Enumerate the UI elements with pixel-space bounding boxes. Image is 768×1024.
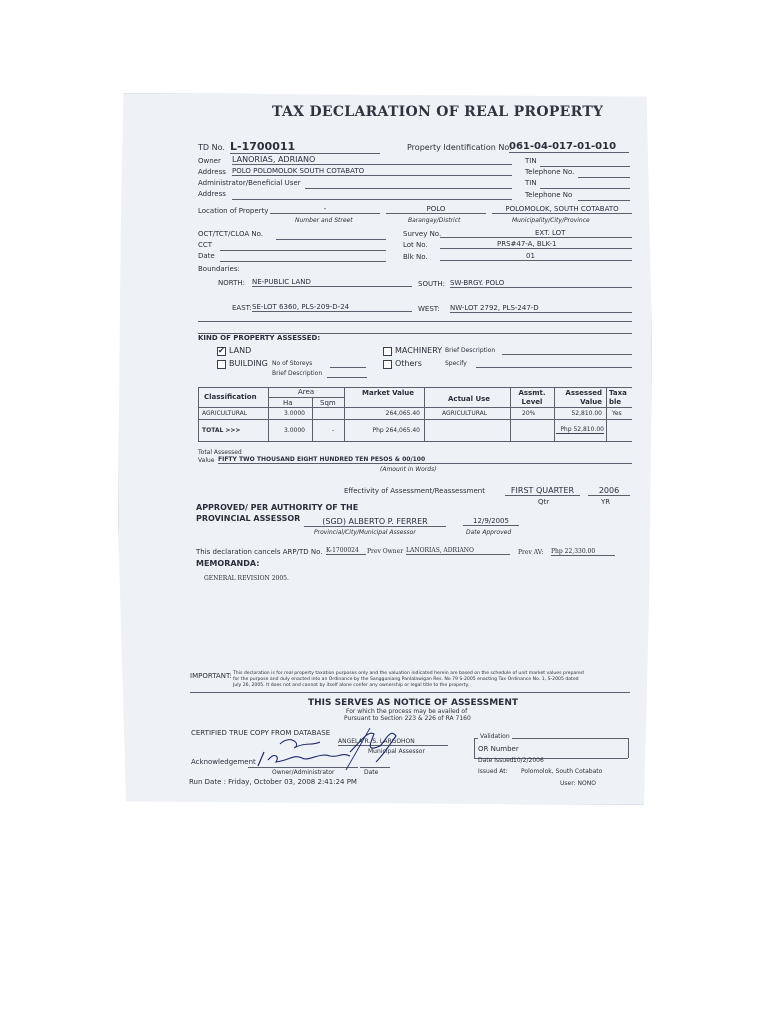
brief-label: Brief Description (272, 370, 323, 377)
machinery-checkbox[interactable] (383, 347, 392, 356)
amount-in-words-caption: (Amount in Words) (380, 466, 437, 473)
location-street: - (270, 205, 380, 214)
row-actual-use: AGRICULTURAL (442, 410, 488, 417)
address2-label: Address (198, 190, 226, 198)
tin2-label: TIN (525, 179, 537, 187)
north-value: NE-PUBLIC LAND (252, 278, 412, 287)
effectivity-label: Effectivity of Assessment/Reassessment (344, 487, 485, 495)
total-ha: 3.0000 (284, 427, 305, 434)
prev-av-value: Php 22,330.00 (551, 548, 615, 556)
value-label: Value (198, 457, 215, 464)
building-checkbox[interactable] (217, 360, 226, 369)
qtr-caption: Qtr (538, 498, 550, 506)
amount-in-words: FIFTY TWO THOUSAND EIGHT HUNDRED TEN PESOS & 00/100 (218, 456, 632, 464)
notice-subtitle-1: For which the process may be availed of (346, 708, 468, 715)
acknowledgement-label: Acknowledgement (191, 758, 256, 766)
important-line-1: This declaration is for real property taxation purposes only and the valuation indicated herein are based on the schedule of unit market values prepared (233, 671, 584, 676)
date-issued-value: 10/2/2006 (513, 757, 544, 764)
storeys-label: No of Storeys (272, 360, 313, 367)
total-sqm: - (332, 427, 335, 434)
certifier-caption: Municipal Assessor (368, 748, 425, 755)
date-issued-label: Date Issued: (478, 757, 516, 764)
col-taxable: Taxa ble (609, 389, 627, 406)
caption-municipality: Municipality/City/Province (512, 217, 590, 224)
certifier-name: ANGELA R. S. LARGOHON (338, 738, 448, 746)
kind-label: KIND OF PROPERTY ASSESSED: (198, 334, 321, 342)
date-approved-caption: Date Approved (466, 529, 512, 536)
col-assmt-level: Assmt. Level (518, 389, 546, 406)
specify-label: Specify (445, 360, 467, 367)
telephone2-label: Telephone No (525, 191, 573, 199)
notice-title: THIS SERVES AS NOTICE OF ASSESSMENT (308, 698, 519, 708)
machinery-label: MACHINERY (395, 346, 443, 355)
effectivity-year: 2006 (588, 486, 630, 496)
memoranda-text: GENERAL REVISION 2005. (204, 575, 289, 582)
assessor-name: (SGD) ALBERTO P. FERRER (304, 517, 446, 527)
provincial-assessor-label: PROVINCIAL ASSESSOR (196, 514, 301, 523)
td-no-label: TD No. (198, 143, 225, 152)
total-assessed-value: Php 52,810.00 (556, 426, 604, 434)
col-area: Area (298, 388, 315, 396)
total-label: TOTAL >>> (202, 427, 241, 434)
row-taxable: Yes (612, 410, 622, 417)
user-label: User: NONO (560, 780, 596, 787)
approved-label: APPROVED/ PER AUTHORITY OF THE (196, 503, 359, 512)
col-ha: Ha (283, 399, 293, 407)
row-market-value: 264,065.40 (385, 410, 420, 417)
west-value: NW-LOT 2792, PLS-247-D (450, 304, 632, 313)
oct-label: OCT/TCT/CLOA No. (198, 230, 263, 238)
tin-label: TIN (525, 157, 537, 165)
survey-label: Survey No. (403, 230, 442, 238)
prev-av-label: Prev AV: (518, 549, 544, 556)
boundaries-label: Boundaries: (198, 265, 240, 273)
row-assessed-value: 52,810.00 (571, 410, 602, 417)
important-label: IMPORTANT: (190, 672, 232, 680)
address-label: Address (198, 168, 226, 176)
owner-value: LANORIAS, ADRIANO (232, 155, 512, 165)
col-classification: Classification (204, 393, 257, 401)
cancels-value: K-1700024 (326, 547, 366, 555)
location-municipality: POLOMOLOK, SOUTH COTABATO (492, 205, 632, 214)
west-label: WEST: (418, 305, 440, 313)
prev-owner-label: Prev Owner (367, 548, 404, 555)
certified-label: CERTIFIED TRUE COPY FROM DATABASE (191, 729, 331, 737)
building-label: BUILDING (229, 359, 268, 368)
row-level: 20% (522, 410, 536, 417)
pin-value: 061-04-017-01-010 (509, 141, 629, 153)
blk-value: 01 (440, 252, 632, 261)
run-date: Run Date : Friday, October 03, 2008 2:41:24 PM (189, 778, 357, 786)
row-classification: AGRICULTURAL (202, 410, 248, 417)
td-no-value: L-1700011 (230, 140, 380, 154)
others-label: Others (395, 359, 422, 368)
machinery-brief-label: Brief Description (445, 347, 496, 354)
col-market-value: Market Value (362, 389, 415, 397)
cancels-label: This declaration cancels ARP/TD No. (196, 548, 323, 556)
telephone-label: Telephone No. (525, 168, 575, 176)
col-assessed-value: Assessed Value (565, 389, 602, 406)
row-ha: 3.0000 (284, 410, 305, 417)
issued-at-value: Polomolok, South Cotabato (521, 768, 603, 775)
caption-street: Number and Street (295, 217, 353, 224)
lot-value: PRS#47-A, BLK-1 (440, 240, 632, 249)
owner-label: Owner (198, 157, 221, 165)
issued-at-label: Issued At: (478, 768, 508, 775)
or-number-label: OR Number (478, 745, 519, 753)
pin-label: Property Identification No. (407, 143, 512, 152)
validation-label: Validation (480, 733, 510, 740)
land-checkbox[interactable] (217, 347, 226, 356)
location-label: Location of Property (198, 207, 269, 215)
owner-admin-caption: Owner/Administrator (272, 769, 335, 776)
prev-owner-value: LANORIAS, ADRIANO (406, 547, 510, 555)
survey-value: EXT. LOT (440, 229, 632, 238)
land-label: LAND (229, 346, 252, 355)
important-line-2: for the purpose and duly enacted into an Ordinance by the Sangguniang Panlalawigan Res. No 79 S-2005 enacting Tax Ordinance No. 1, S-2005 dated (233, 677, 579, 682)
address-value: POLO POLOMOLOK SOUTH COTABATO (232, 167, 512, 176)
east-value: SE-LOT 6360, PLS-209-D-24 (252, 303, 412, 312)
important-line-3: July 26, 2005. It does not and cannot by itself alone confer any ownership or legal title to the property. (233, 683, 470, 688)
assessor-caption: Provincial/City/Municipal Assessor (314, 529, 416, 536)
caption-barangay: Barangay/District (408, 217, 461, 224)
yr-caption: YR (601, 498, 611, 506)
south-value: SW-BRGY. POLO (450, 279, 632, 288)
north-label: NORTH: (218, 279, 245, 287)
checkmark-icon: ✔ (218, 346, 225, 355)
memoranda-label: MEMORANDA: (196, 559, 260, 568)
location-barangay: POLO (386, 205, 486, 214)
total-market-value: Php 264,065.40 (372, 427, 420, 434)
document-title: TAX DECLARATION OF REAL PROPERTY (272, 104, 604, 120)
south-label: SOUTH: (418, 280, 445, 288)
signature-image (250, 722, 420, 774)
date-approved: 12/9/2005 (463, 517, 519, 526)
blk-label: Blk No. (403, 253, 428, 261)
others-checkbox[interactable] (383, 360, 392, 369)
effectivity-quarter: FIRST QUARTER (505, 486, 580, 496)
east-label: EAST: (232, 304, 252, 312)
col-sqm: Sqm (320, 399, 336, 407)
admin-label: Administrator/Beneficial User (198, 179, 301, 187)
cct-label: CCT (198, 241, 213, 249)
date-label: Date (198, 252, 215, 260)
notice-subtitle-2: Pursuant to Section 223 & 226 of RA 7160 (344, 715, 471, 722)
col-actual-use: Actual Use (448, 395, 491, 403)
date-caption: Date (364, 769, 379, 776)
total-assessed-label: Total Assessed (198, 449, 242, 456)
lot-label: Lot No. (403, 241, 428, 249)
